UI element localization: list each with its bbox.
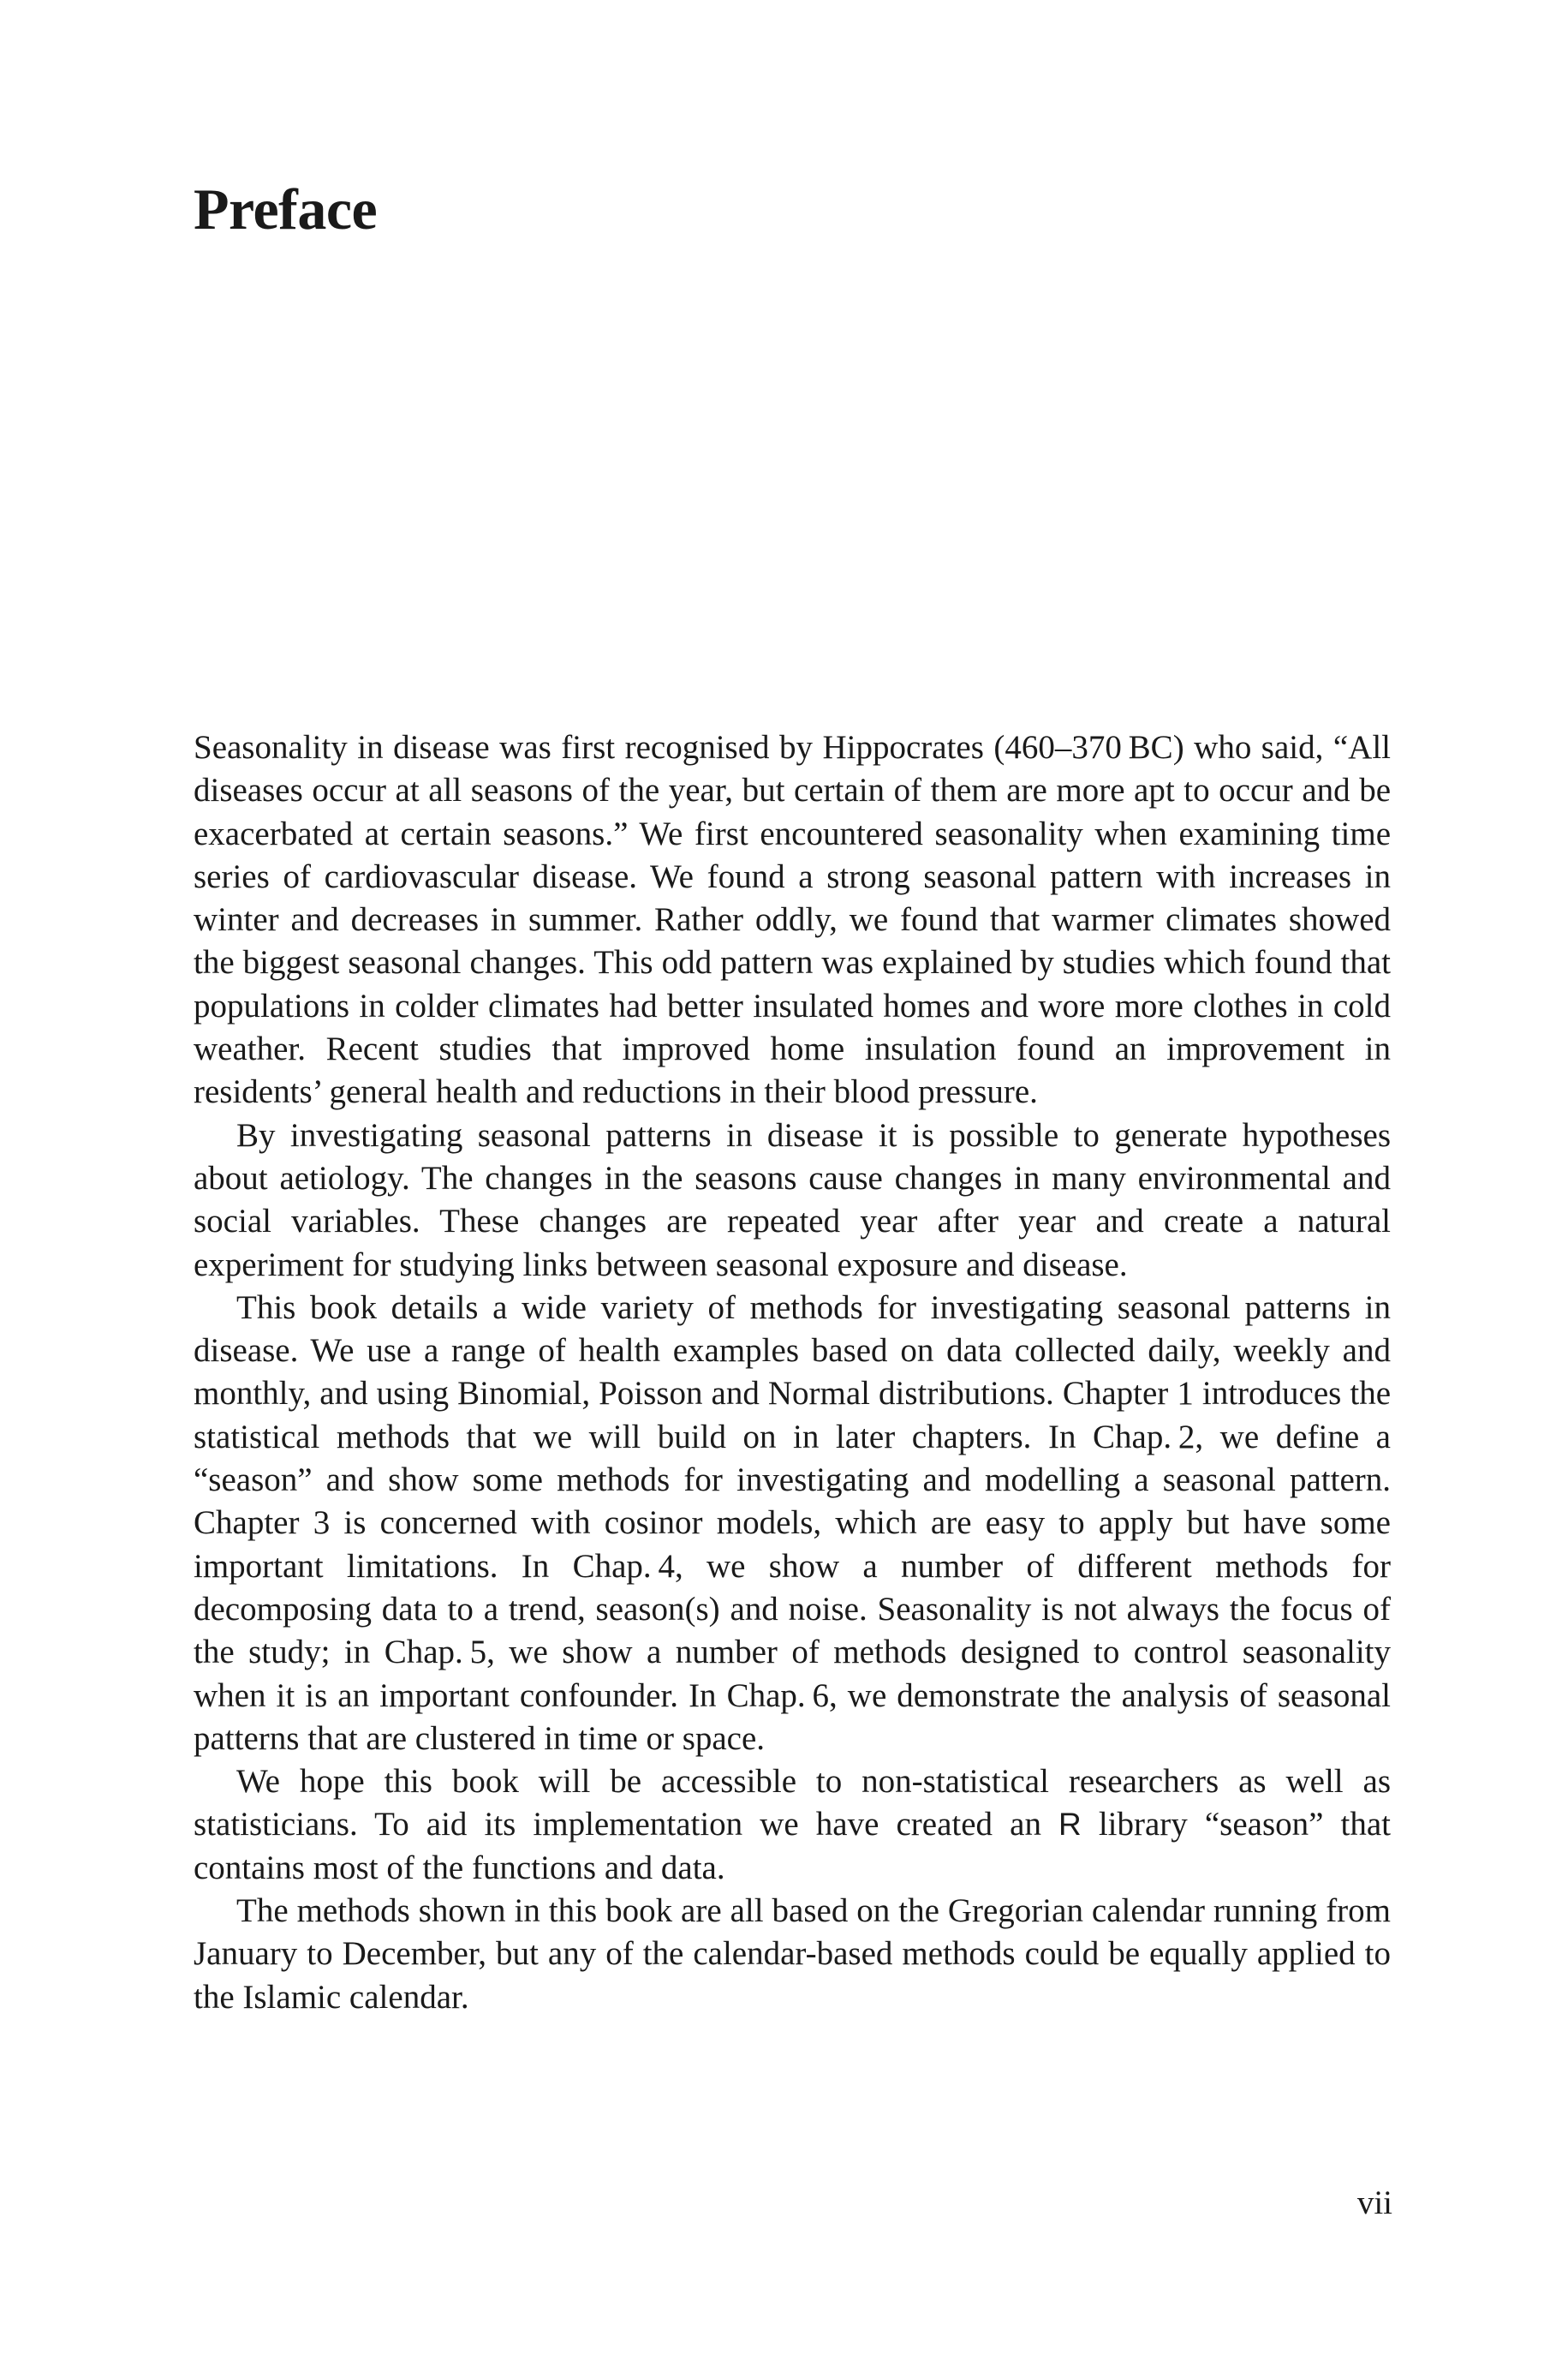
paragraph-2: By investigating seasonal patterns in disease it is possible to generate hypotheses about aetiology. The changes in the seasons cause changes in many environmental and social variables. These changes are repeated year after year and create a natural experiment for studying links between seasonal exposure and disease. <box>194 1116 1391 1283</box>
r-language-name: R <box>1058 1807 1082 1843</box>
paragraph-4-text-end: library “season” that contains most of the functions and data. <box>194 1806 1392 1886</box>
paragraph-4 <box>194 1760 1391 1890</box>
paragraph-3: This book details a wide variety of methods for investigating seasonal patterns in disease. We use a range of health examples based on data collected daily, weekly and monthly, and using Binomial, Poisson and Normal distributions. Chapter 1 introduces the statistical methods that we will build on in later chapters. In Chap. 2, we define a “season” and show some methods for investigating and modelling a seasonal pattern. Chapter 3 is concerned with cosinor models, which are easy to apply but have some important limitations. In Chap. 4, we show a number of different methods for decomposing data to a trend, season(s) and noise. Seasonality is not always the focus of the study; in Chap. 5, we show a number of methods designed to control seasonality when it is an important confounder. In Chap. 6, we demonstrate the analysis of seasonal patterns that are clustered in time or space. <box>194 1288 1391 1757</box>
paragraph-4-text-start: We hope this book will be accessible to non-statistical researchers as well as statisticians. To aid its implementation we have created an <box>194 1763 1391 1843</box>
paragraph-5: The methods shown in this book are all based on the Gregorian calendar running from January to December, but any of the calendar-based methods could be equally applied to the Islamic calendar. <box>194 1892 1391 2016</box>
preface-body <box>194 726 1391 2019</box>
page-number: vii <box>1356 2184 1392 2221</box>
paragraph-1: Seasonality in disease was first recognised by Hippocrates (460–370 BC) who said, “All diseases occur at all seasons of the year, but certain of them are more apt to occur and be exacerbated at certain seasons.” We first encountered seasonality when examining time series of cardiovascular disease. We found a strong seasonal pattern with increases in winter and decreases in summer. Rather oddly, we found that warmer climates showed the biggest seasonal changes. This odd pattern was explained by studies which found that populations in colder climates had better insulated homes and wore more clothes in cold weather. Recent studies that improved home insulation found an improvement in residents’ general health and reductions in their blood pressure. <box>194 729 1391 1111</box>
page-title: Preface <box>194 176 378 242</box>
